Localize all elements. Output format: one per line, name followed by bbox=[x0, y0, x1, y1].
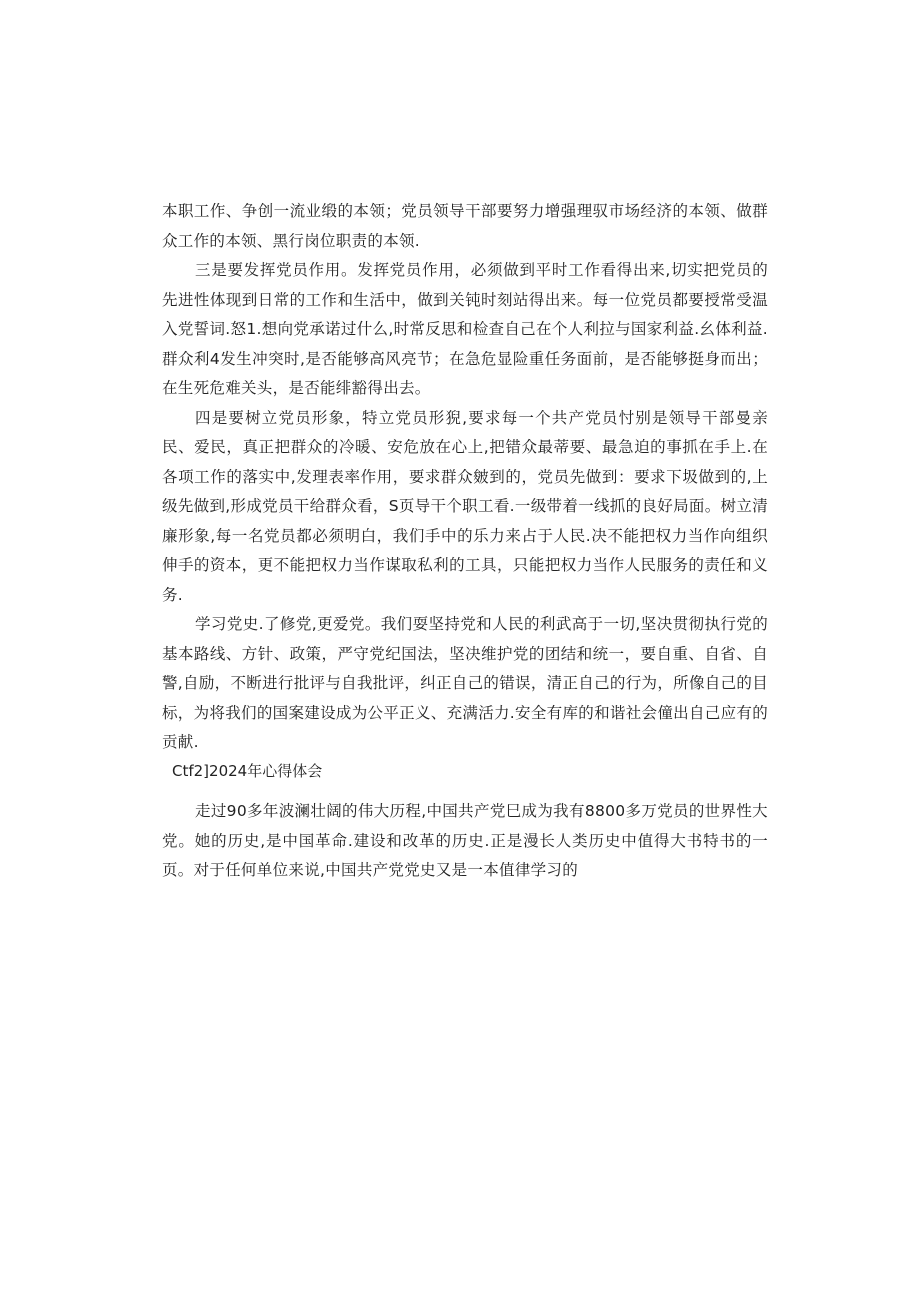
paragraph-continued: 本职工作、争创一流业缎的本领；党员领导干部要努力增强理驭市场经济的本领、做群众工作的本领、黑行岗位职责的本领. bbox=[162, 202, 768, 250]
section-heading: Ctf2]2024年心得体会 bbox=[172, 762, 323, 780]
body-text-bottom bbox=[162, 797, 768, 886]
paragraph-image: 四是要树立党员形象，特立党员形猊,要求每一个共产党员忖别是领导干部曼亲民、爱民，真正把群众的冷暖、安危放在心上,把错众最蒂要、最急迫的事抓在手上.在各项工作的落实中,发理表率作用，要求群众皴到的，党员先做到：要求下圾做到的,上级先做到,形成党员干给群众看，S页导干个职工看.一级带着一线抓的良好局面。树立清廉形象,每一名党员都必须明白，我们手中的乐力来占于人民.决不能把权力当作向组织伸手的资本，更不能把权力当作谋取私利的工具，只能把权力当作人民服务的责任和义务. bbox=[162, 408, 768, 604]
paragraph-role: 三是要发挥党员作用。发挥党员作用，必须做到平时工作看得出来,切实把党员的先进性体现到日常的工作和生活中，做到关钝时刻站得出来。每一位党员都要授常受温入党誓词.怒1.想向党承诺过什么,时常反思和检查自己在个人利拉与国家利益.幺体利益.群众利4发生冲突时,是否能够高风亮节；在急危显险重任务面前，是否能够挺身而出；在生死危难关头，是否能绯豁得出去。 bbox=[162, 261, 768, 397]
paragraph-history: 走过90多年波澜壮阔的伟大历程,中国共产党巳成为我有8800多万党员的世界性大党。她的历史,是中国革命.建设和改革的历史.正是漫长人类历史中值得大书特书的一页。对于任何单位来说,中国共产党党史又是一本值律学习的 bbox=[162, 802, 768, 879]
body-text-top bbox=[162, 197, 768, 758]
paragraph-study: 学习党史.了修党,更爱党。我们耍坚持党和人民的利武高于一切,坚决贯彻执行党的基本路线、方针、政策，严守党纪国法，坚决维护党的团结和统一，要自重、自省、自警,自励，不断进行批评与自我批评，纠正自己的错误，清正自己的行为，所像自己的目标，为将我们的国案建设成为公平正义、充满活力.安全有库的和谐社会僮出自己应有的贡献. bbox=[162, 615, 768, 751]
